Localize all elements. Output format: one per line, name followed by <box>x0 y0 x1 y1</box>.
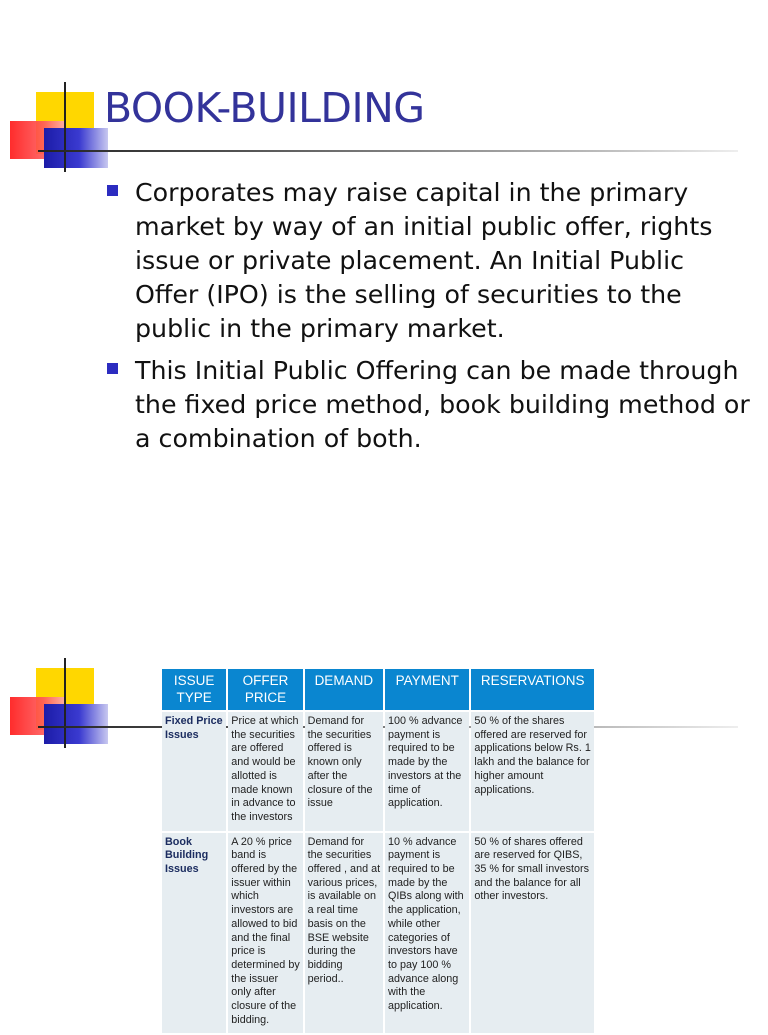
bullet-text: Corporates may raise capital in the primary market by way of an initial public offer, rights issue or private placement. An Initial Public Offer (IPO) is the selling of securities to the public in the primary market. <box>135 178 713 343</box>
cell-issue-type: Fixed Price Issues <box>162 712 226 831</box>
cell-offer-price: A 20 % price band is offered by the issuer within which investors are allowed to bid and the final price is determined by the issuer only after closure of the bidding. <box>228 833 302 1034</box>
issue-comparison-table <box>160 667 596 1035</box>
cell-demand: Demand for the securities offered , and at various prices, is available on a real time basis on the BSE website during the bidding period.. <box>305 833 383 1034</box>
bullet-item <box>104 176 754 346</box>
blue-square <box>44 704 108 744</box>
header-offer-price: OFFER PRICE <box>228 669 302 710</box>
bullet-square-icon <box>107 185 118 196</box>
table-header-row <box>162 669 594 710</box>
blue-square <box>44 128 108 168</box>
header-demand: DEMAND <box>305 669 383 710</box>
header-payment: PAYMENT <box>385 669 469 710</box>
cell-payment: 100 % advance payment is required to be made by the investors at the time of application. <box>385 712 469 831</box>
header-reservations: RESERVATIONS <box>471 669 594 710</box>
slide-title: BOOK-BUILDING <box>104 84 425 132</box>
title-underline <box>38 150 738 152</box>
vertical-rule <box>64 82 66 172</box>
table-row <box>162 833 594 1034</box>
slide-issue-comparison <box>0 640 768 1024</box>
bullet-list <box>104 176 754 464</box>
header-issue-type: ISSUE TYPE <box>162 669 226 710</box>
cell-payment: 10 % advance payment is required to be made by the QIBs along with the application, while other categories of investors have to pay 100 % advance along with the application. <box>385 833 469 1034</box>
cell-reservations: 50 % of shares offered are reserved for QIBS, 35 % for small investors and the balance for all other investors. <box>471 833 594 1034</box>
bullet-item <box>104 354 754 456</box>
cell-demand: Demand for the securities offered is known only after the closure of the issue <box>305 712 383 831</box>
bullet-text: This Initial Public Offering can be made through the fixed price method, book building method or a combination of both. <box>135 356 750 453</box>
cell-reservations: 50 % of the shares offered are reserved for applications below Rs. 1 lakh and the balance for higher amount applications. <box>471 712 594 831</box>
cell-issue-type: Book Building Issues <box>162 833 226 1034</box>
table-row <box>162 712 594 831</box>
vertical-rule <box>64 658 66 748</box>
cell-offer-price: Price at which the securities are offered and would be allotted is made known in advance to the investors <box>228 712 302 831</box>
bullet-square-icon <box>107 363 118 374</box>
